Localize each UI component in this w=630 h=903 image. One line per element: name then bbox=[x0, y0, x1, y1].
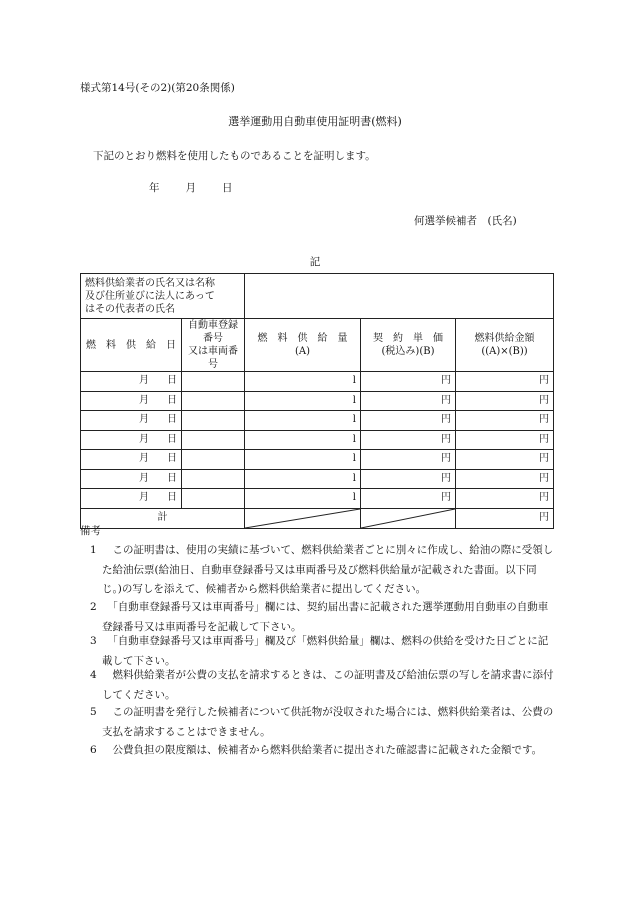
remark-item bbox=[80, 703, 554, 742]
header-unit-price bbox=[361, 319, 456, 372]
liter-unit: l bbox=[352, 453, 356, 464]
total-quantity-slashed bbox=[245, 508, 361, 528]
remark-text: 燃料供給業者が公費の支払を請求するときは、この証明書及び給油伝票の写しを請求書に添付してください。 bbox=[102, 669, 554, 701]
remarks-heading: 備考 bbox=[80, 525, 101, 537]
header-supply-date-label: 燃 料 供 給 日 bbox=[86, 339, 176, 351]
remark-text: 公費負担の限度額は、候補者から燃料供給業者に提出された確認書に記載された金額です。 bbox=[102, 744, 543, 756]
month-unit: 月 bbox=[139, 433, 149, 445]
day-unit: 日 bbox=[167, 394, 177, 406]
header-price-line-2: (税込み)(B) bbox=[381, 346, 435, 357]
ki-heading: 記 bbox=[309, 256, 321, 268]
yen-unit: 円 bbox=[441, 375, 451, 386]
day-unit: 日 bbox=[167, 453, 177, 464]
day-unit: 日 bbox=[167, 492, 177, 503]
vehicle-number-cell[interactable] bbox=[182, 489, 245, 509]
yen-unit: 円 bbox=[539, 394, 549, 406]
total-price-slashed bbox=[361, 508, 456, 528]
day-unit: 日 bbox=[167, 472, 177, 484]
date-line bbox=[149, 180, 233, 195]
yen-unit: 円 bbox=[539, 453, 549, 464]
yen-unit: 円 bbox=[539, 511, 549, 523]
unit-price-cell[interactable] bbox=[361, 372, 456, 392]
yen-unit: 円 bbox=[539, 414, 549, 425]
month-unit: 月 bbox=[139, 394, 149, 406]
remark-item bbox=[80, 541, 554, 600]
vehicle-number-cell[interactable] bbox=[182, 450, 245, 470]
supplier-entry-cell[interactable] bbox=[245, 274, 554, 319]
yen-unit: 円 bbox=[441, 453, 451, 464]
yen-unit: 円 bbox=[539, 492, 549, 503]
header-fuel-quantity bbox=[245, 319, 361, 372]
remark-number: 5 bbox=[90, 706, 97, 718]
vehicle-number-cell[interactable] bbox=[182, 469, 245, 489]
certification-statement: 下記のとおり燃料を使用したものであることを証明します。 bbox=[93, 150, 376, 162]
fuel-quantity-cell[interactable] bbox=[245, 411, 361, 431]
yen-unit: 円 bbox=[539, 472, 549, 484]
table-row bbox=[81, 430, 554, 450]
unit-price-cell[interactable] bbox=[361, 430, 456, 450]
diagonal-slash-icon bbox=[245, 509, 360, 528]
vehicle-number-cell[interactable] bbox=[182, 430, 245, 450]
supply-date-cell[interactable] bbox=[81, 372, 182, 392]
table-row bbox=[81, 469, 554, 489]
fuel-quantity-cell[interactable] bbox=[245, 450, 361, 470]
supply-amount-cell[interactable] bbox=[456, 430, 554, 450]
supply-date-cell[interactable] bbox=[81, 489, 182, 509]
liter-unit: l bbox=[352, 472, 356, 484]
date-year: 年 bbox=[149, 182, 160, 194]
header-price-line-1: 契 約 単 価 bbox=[373, 333, 443, 344]
fuel-quantity-cell[interactable] bbox=[245, 430, 361, 450]
supply-amount-cell[interactable] bbox=[456, 489, 554, 509]
remark-text: この証明書を発行した候補者について供託物が没収された場合には、燃料供給業者は、公費の支払を請求することはできません。 bbox=[102, 706, 554, 738]
month-unit: 月 bbox=[139, 453, 149, 464]
vehicle-number-cell[interactable] bbox=[182, 391, 245, 411]
liter-unit: l bbox=[352, 394, 356, 406]
header-quantity-line-1: 燃 料 供 給 量 bbox=[257, 333, 348, 344]
remark-number: 3 bbox=[90, 635, 97, 647]
yen-unit: 円 bbox=[441, 492, 451, 503]
unit-price-cell[interactable] bbox=[361, 411, 456, 431]
remark-text: 「自動車登録番号又は車両番号」欄には、契約届出書に記載された選挙運動用自動車の自動車登録番号又は車両番号を記載して下さい。 bbox=[102, 601, 549, 633]
month-unit: 月 bbox=[139, 492, 149, 503]
table-row bbox=[81, 489, 554, 509]
supplier-label-line: 及び住所並びに法人にあって bbox=[85, 290, 215, 302]
supplier-label bbox=[81, 274, 245, 319]
header-supply-date bbox=[81, 319, 182, 372]
remark-number: 1 bbox=[90, 544, 97, 556]
vehicle-number-cell[interactable] bbox=[182, 411, 245, 431]
vehicle-number-cell[interactable] bbox=[182, 372, 245, 392]
table-row bbox=[81, 372, 554, 392]
total-label: 計 bbox=[81, 508, 245, 528]
table-row bbox=[81, 411, 554, 431]
supply-date-cell[interactable] bbox=[81, 450, 182, 470]
header-vehicle-line-1: 自動車登録番号 bbox=[188, 320, 238, 344]
table-row bbox=[81, 391, 554, 411]
yen-unit: 円 bbox=[539, 375, 549, 386]
header-amount-line-2: ((A)×(B)) bbox=[481, 346, 528, 357]
liter-unit: l bbox=[352, 433, 356, 445]
remark-text: この証明書は、使用の実績に基づいて、燃料供給業者ごとに別々に作成し、給油の際に受領した給油伝票(給油日、自動車登録番号又は車両番号及び燃料供給量が記載された書面。以下同じ。)の写しを添えて、候補者から燃料供給業者に提出してください。 bbox=[102, 544, 554, 595]
table-row bbox=[81, 450, 554, 470]
month-unit: 月 bbox=[139, 375, 149, 386]
day-unit: 日 bbox=[167, 433, 177, 445]
document-title: 選挙運動用自動車使用証明書(燃料) bbox=[228, 115, 402, 128]
month-unit: 月 bbox=[139, 414, 149, 425]
liter-unit: l bbox=[352, 375, 356, 386]
unit-price-cell[interactable] bbox=[361, 450, 456, 470]
remark-number: 6 bbox=[90, 744, 97, 756]
day-unit: 日 bbox=[167, 375, 177, 386]
fuel-quantity-cell[interactable] bbox=[245, 469, 361, 489]
remark-item bbox=[80, 741, 554, 761]
remark-text: 「自動車登録番号又は車両番号」欄及び「燃料供給量」欄は、燃料の供給を受けた日ごとに記載して下さい。 bbox=[102, 635, 549, 667]
header-quantity-line-2: (A) bbox=[294, 346, 311, 357]
supply-date-cell[interactable] bbox=[81, 469, 182, 489]
fuel-quantity-cell[interactable] bbox=[245, 372, 361, 392]
supply-date-cell[interactable] bbox=[81, 391, 182, 411]
total-amount-cell[interactable] bbox=[456, 508, 554, 528]
header-vehicle-number bbox=[182, 319, 245, 372]
unit-price-cell[interactable] bbox=[361, 489, 456, 509]
month-unit: 月 bbox=[139, 472, 149, 484]
fuel-quantity-cell[interactable] bbox=[245, 489, 361, 509]
supply-date-cell[interactable] bbox=[81, 411, 182, 431]
header-vehicle-line-2: 又は車両番号 bbox=[188, 346, 238, 370]
remark-item bbox=[80, 666, 554, 705]
day-unit: 日 bbox=[167, 414, 177, 425]
date-day: 日 bbox=[222, 182, 233, 194]
yen-unit: 円 bbox=[441, 414, 451, 425]
supply-amount-cell[interactable] bbox=[456, 372, 554, 392]
supplier-label-line: 燃料供給業者の氏名又は名称 bbox=[85, 277, 215, 289]
unit-price-cell[interactable] bbox=[361, 391, 456, 411]
unit-price-cell[interactable] bbox=[361, 469, 456, 489]
fuel-certificate-table bbox=[80, 273, 554, 529]
yen-unit: 円 bbox=[441, 394, 451, 406]
liter-unit: l bbox=[352, 492, 356, 503]
date-month: 月 bbox=[185, 182, 196, 194]
supply-date-cell[interactable] bbox=[81, 430, 182, 450]
liter-unit: l bbox=[352, 414, 356, 425]
yen-unit: 円 bbox=[441, 433, 451, 445]
header-amount-line-1: 燃料供給金額 bbox=[474, 333, 535, 344]
yen-unit: 円 bbox=[441, 472, 451, 484]
diagonal-slash-icon bbox=[361, 509, 455, 528]
supply-amount-cell[interactable] bbox=[456, 391, 554, 411]
header-supply-amount bbox=[456, 319, 554, 372]
form-number: 様式第14号(その2)(第20条関係) bbox=[80, 82, 235, 94]
candidate-name-line: 何選挙候補者 (氏名) bbox=[414, 215, 517, 227]
supplier-label-line: はその代表者の氏名 bbox=[85, 303, 175, 315]
supply-amount-cell[interactable] bbox=[456, 450, 554, 470]
remark-number: 2 bbox=[90, 601, 97, 613]
fuel-quantity-cell[interactable] bbox=[245, 391, 361, 411]
supply-amount-cell[interactable] bbox=[456, 411, 554, 431]
supply-amount-cell[interactable] bbox=[456, 469, 554, 489]
remark-number: 4 bbox=[90, 669, 97, 681]
yen-unit: 円 bbox=[539, 433, 549, 445]
